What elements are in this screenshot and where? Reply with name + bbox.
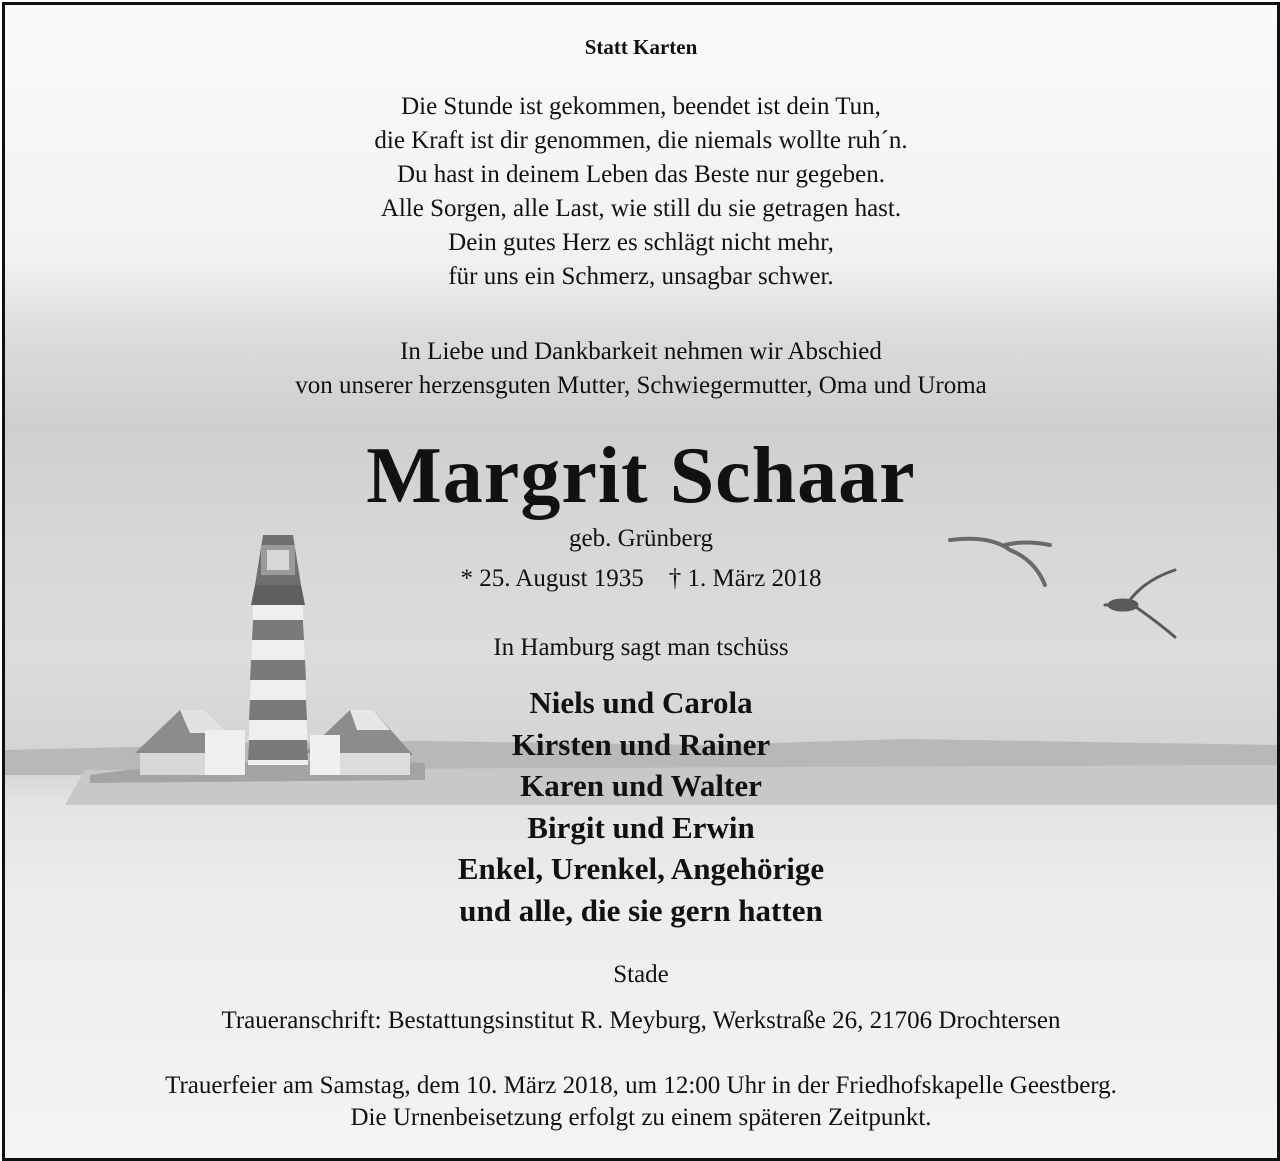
family-line: Niels und Carola [529, 685, 753, 720]
header-statt-karten: Statt Karten [584, 35, 698, 59]
address: Traueranschrift: Bestattungsinstitut R. Meyburg, Werkstraße 26, 21706 Drochtersen [221, 1007, 1061, 1034]
family-line: Karen und Walter [520, 768, 762, 803]
ceremony-info [5, 1070, 1277, 1134]
ceremony-line: Die Urnenbeisetzung erfolgt zu einem späteren Zeitpunkt. [350, 1104, 932, 1131]
poem-line: die Kraft ist dir genommen, die niemals wollte ruh´n. [374, 127, 908, 154]
family-line: Enkel, Urenkel, Angehörige [457, 851, 825, 886]
poem-line: für uns ein Schmerz, unsagbar schwer. [448, 263, 834, 290]
poem-line: Dein gutes Herz es schlägt nicht mehr, [448, 229, 834, 256]
family-line: Kirsten und Rainer [511, 726, 771, 762]
family-line: Birgit und Erwin [527, 809, 755, 845]
family-list [5, 682, 1277, 931]
maiden-name: geb. Grünberg [569, 525, 713, 552]
place: Stade [613, 961, 669, 988]
life-dates: * 25. August 1935 † 1. März 2018 [460, 565, 822, 592]
intro-text [5, 335, 1277, 403]
poem-line: Alle Sorgen, alle Last, wie still du sie getragen hast. [380, 195, 902, 222]
intro-line: In Liebe und Dankbarkeit nehmen wir Abschied [400, 338, 882, 365]
farewell-line: In Hamburg sagt man tschüss [493, 634, 789, 661]
deceased-name: Margrit Schaar [366, 432, 916, 520]
poem [5, 90, 1277, 294]
intro-line: von unserer herzensguten Mutter, Schwiegermutter, Oma und Uroma [295, 372, 987, 399]
poem-line: Die Stunde ist gekommen, beendet ist dein Tun, [401, 93, 881, 120]
poem-line: Du hast in deinem Leben das Beste nur gegeben. [396, 161, 886, 188]
family-line: und alle, die sie gern hatten [459, 892, 823, 928]
obituary-notice [2, 2, 1280, 1161]
ceremony-line: Trauerfeier am Samstag, dem 10. März 2018, um 12:00 Uhr in der Friedhofskapelle Geestberg. [165, 1072, 1117, 1099]
